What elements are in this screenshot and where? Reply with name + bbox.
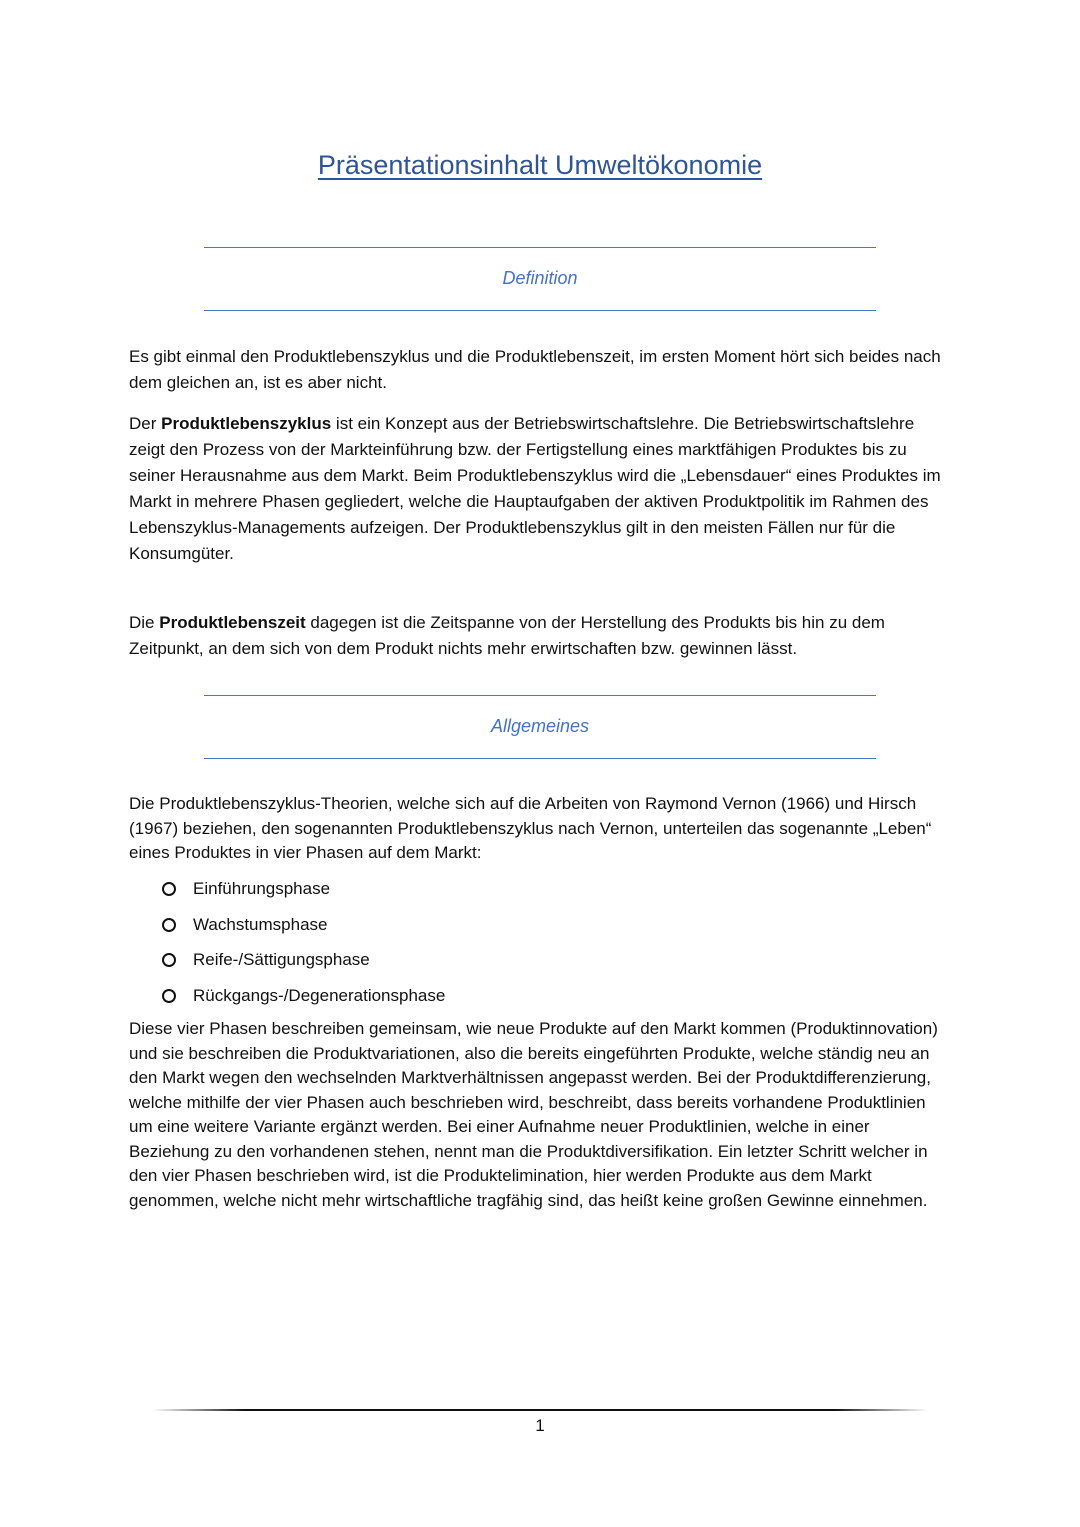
term-produktlebenszeit: Produktlebenszeit [159, 613, 306, 632]
list-item [162, 876, 445, 912]
section-heading-allgemeines: Allgemeines [204, 695, 876, 759]
footer-divider [152, 1409, 928, 1411]
list-item [162, 912, 445, 948]
phase-label: Rückgangs-/Degenerationsphase [193, 985, 446, 1005]
circle-bullet-icon [162, 882, 176, 896]
paragraph-body: dagegen ist die Zeitspanne von der Herstellung des Produkts bis hin zu dem Zeitpunkt, an dem sich von dem Produkt nichts mehr erwirtschaften bzw. gewinnen lässt. [129, 613, 885, 658]
paragraph-allgemeines: Die Produktlebenszyklus-Theorien, welche sich auf die Arbeiten von Raymond Vernon (1966) und Hirsch (1967) beziehen, den sogenannten Produktlebenszyklus nach Vernon, unterteilen das sogenannte „Leben“ eines Produktes in vier Phasen auf dem Markt: [129, 794, 932, 862]
paragraph-produktlebenszeit [129, 610, 944, 662]
paragraph-phasen-beschreibung: Diese vier Phasen beschreiben gemeinsam, wie neue Produkte auf den Markt kommen (Produktinnovation) und sie beschreiben die Produktvariationen, also die bereits eingeführten Produkte, welche ständig neu an den Markt wegen den wechselnden Marktverhältnissen angepasst werden. Bei der Produktdifferenzierung, welche mithilfe der vier Phasen auch beschrieben wird, beschreibt, dass bereits vorhandene Produktlinien um eine weitere Variante ergänzt werden. Bei einer Aufnahme neuer Produktlinien, welche in einer Beziehung zu den vorhandenen stehen, nennt man die Produktdiversifikation. Ein letzter Schritt welcher in den vier Phasen beschrieben wird, ist die Produktelimination, hier werden Produkte aus dem Markt genommen, welche nicht mehr wirtschaftliche tragfähig sind, das heißt keine großen Gewinne einnehmen. [129, 1019, 938, 1210]
paragraph-prefix: Die [129, 613, 160, 632]
page-title: Präsentationsinhalt Umweltökonomie [317, 150, 763, 180]
phase-label: Reife-/Sättigungsphase [193, 950, 370, 969]
list-item [162, 947, 445, 983]
circle-bullet-icon [162, 953, 176, 967]
paragraph-intro: Es gibt einmal den Produktlebenszyklus und die Produktlebenszeit, im ersten Moment hört sich beides nach dem gleichen an, ist es aber nicht. [129, 347, 941, 392]
paragraph-body: ist ein Konzept aus der Betriebswirtschaftslehre. Die Betriebswirtschaftslehre zeigt den Prozess von der Markteinführung bzw. der Fertigstellung eines marktfähigen Produktes bis zu seiner Herausnahme aus dem Markt. Beim Produktlebenszyklus wird die „Lebensdauer“ eines Produktes im Markt in mehrere Phasen gegliedert, welche die Hauptaufgaben der aktiven Produktpolitik im Rahmen des Lebenszyklus-Managements aufzeigen. Der Produktlebenszyklus gilt in den meisten Fällen nur für die Konsumgüter. [129, 414, 941, 563]
circle-bullet-icon [162, 918, 176, 932]
phase-label: Wachstumsphase [193, 914, 328, 934]
paragraph-produktlebenszyklus [129, 411, 944, 567]
section-heading-definition: Definition [204, 247, 876, 311]
phase-list [162, 876, 445, 1018]
term-produktlebenszyklus: Produktlebenszyklus [161, 414, 332, 433]
list-item [162, 983, 445, 1019]
phase-label: Einführungsphase [193, 879, 331, 898]
page-number: 1 [535, 1416, 545, 1435]
circle-bullet-icon [162, 989, 176, 1003]
paragraph-prefix: Der [129, 414, 162, 433]
